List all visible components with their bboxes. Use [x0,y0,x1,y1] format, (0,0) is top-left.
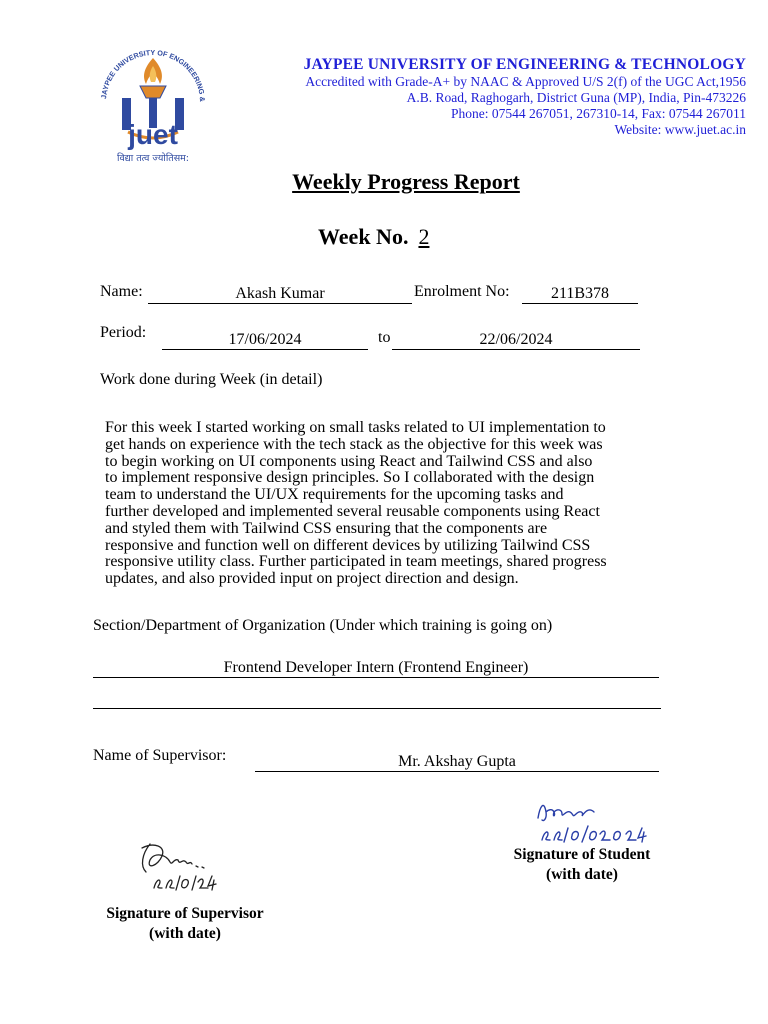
svg-text:विद्या तत्व ज्योतिसम:: विद्या तत्व ज्योतिसम: [116,153,190,164]
university-header [304,56,746,138]
work-line: further developed and implemented several reusable components using React [105,502,600,520]
work-line: updates, and also provided input on project direction and design. [105,570,519,588]
name-label: Name: [100,283,143,300]
university-logo [92,40,214,170]
supervisor-value: Mr. Akshay Gupta [255,753,659,772]
supervisor-signature-title: Signature of Supervisor [106,905,264,922]
name-value: Akash Kumar [148,285,412,304]
blank-line [93,708,661,709]
section-value: Frontend Developer Intern (Frontend Engineer) [93,659,659,678]
work-line: to implement responsive design principles. So I collaborated with the design [105,469,595,487]
supervisor-label: Name of Supervisor: [93,747,227,764]
phone-line: Phone: 07544 267051, 267310-14, Fax: 07544 267011 [451,106,746,121]
work-line: team to understand the UI/UX requirements for the upcoming tasks and [105,486,564,504]
accreditation-line: Accredited with Grade-A+ by NAAC & Approved U/S 2(f) of the UGC Act,1956 [305,74,746,89]
supervisor-signature [136,836,236,897]
address-line: A.B. Road, Raghogarh, District Guna (MP), India, Pin-473226 [406,90,746,105]
work-line: responsive and function well on different devices by utilizing Tailwind CSS [105,536,591,554]
work-heading: Work done during Week (in detail) [100,371,323,388]
supervisor-signature-label [82,904,288,944]
supervisor-signature-date-note: (with date) [149,925,221,942]
website-line: Website: www.juet.ac.in [614,122,746,137]
work-line: and styled them with Tailwind CSS ensuring that the components are [105,519,548,537]
student-signature-date-note: (with date) [546,866,618,883]
work-line: to begin working on UI components using React and Tailwind CSS and also [105,452,593,470]
week-label: Week No. [318,224,409,249]
report-title: Weekly Progress Report [292,169,520,194]
university-name: JAYPEE UNIVERSITY OF ENGINEERING & TECHNOLOGY [303,56,746,73]
period-label: Period: [100,324,147,341]
section-label: Section/Department of Organization (Under which training is going on) [93,617,553,634]
week-number [318,224,440,250]
enrolment-value: 211B378 [522,285,638,304]
student-signature-title: Signature of Student [513,846,651,863]
period-from: 17/06/2024 [162,331,368,350]
week-value: 2 [418,224,430,249]
period-to-label: to [378,329,391,346]
period-to: 22/06/2024 [392,331,640,350]
student-signature-label [494,845,670,885]
student-signature [532,792,652,849]
svg-text:juet: juet [128,119,178,150]
svg-text:JAYPEE UNIVERSITY OF ENGINEERI: JAYPEE UNIVERSITY OF ENGINEERING & [99,47,208,103]
work-description [105,420,685,588]
work-line: For this week I started working on small tasks related to UI implementation to [105,419,606,436]
work-line: get hands on experience with the tech stack as the objective for this week was [105,435,603,453]
enrolment-label: Enrolment No: [414,283,510,300]
work-line: responsive utility class. Further participated in team meetings, shared progress [105,553,607,571]
